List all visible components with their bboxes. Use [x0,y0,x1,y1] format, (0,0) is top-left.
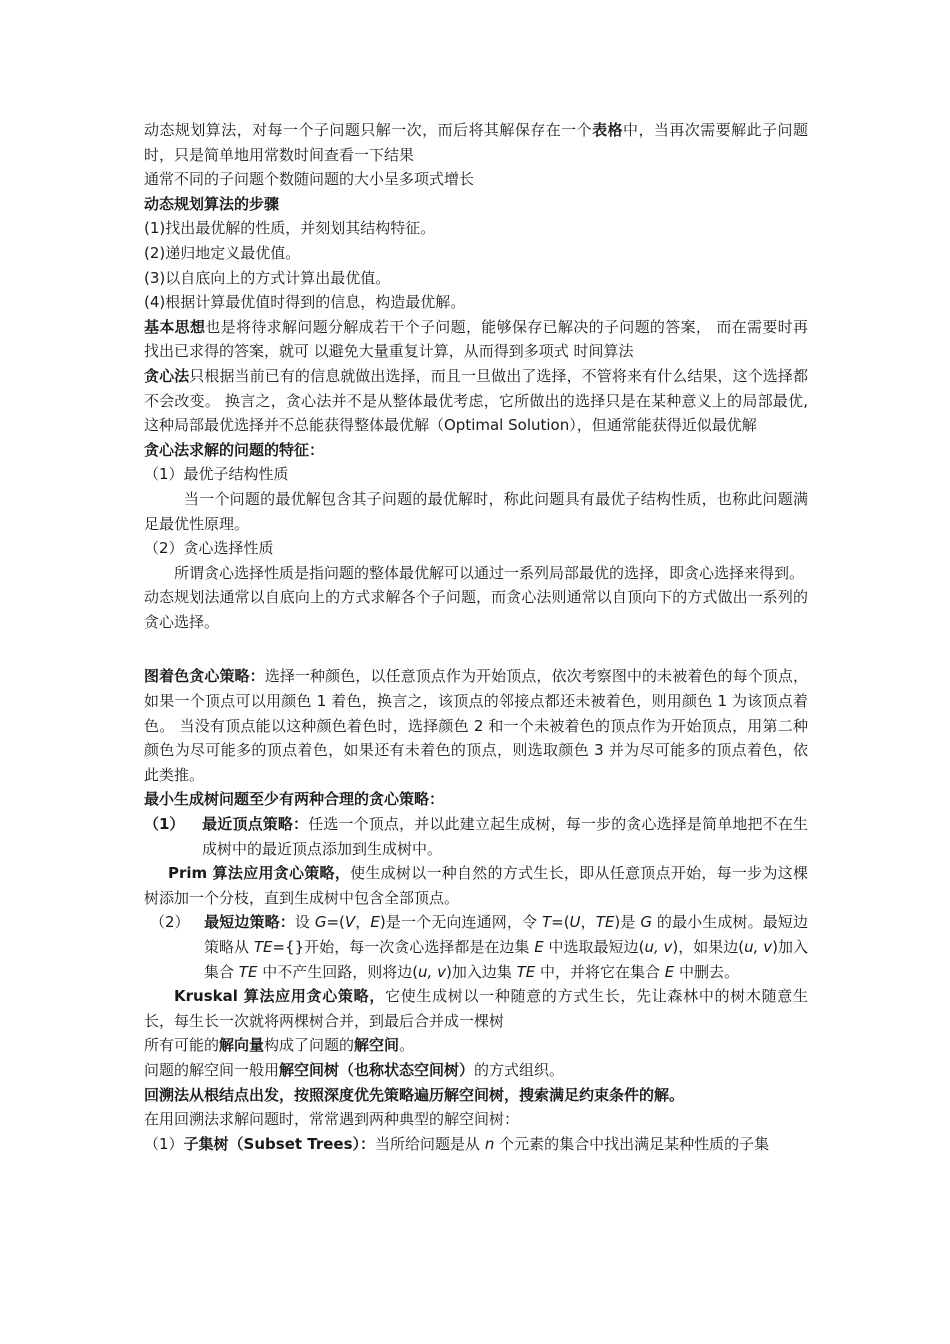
paragraph-compare: 动态规划法通常以自底向上的方式求解各个子问题，而贪心法则通常以自顶向下的方式做出一系列的贪心选择。 [144,588,808,631]
paragraph-prim: Prim 算法应用贪心策略，使生成树以一种自然的方式生长，即从任意顶点开始，每一步为这棵树添加一个分枝，直到生成树中包含全部顶点。 [144,864,808,907]
paragraph-greedy: 贪心法只根据当前已有的信息就做出选择，而且一旦做出了选择，不管将来有什么结果，这个选择都不会改变。 换言之，贪心法并不是从整体最优考虑，它所做出的选择只是在某种意义上的局部最优,这种局部最优选择并不总能获得整体最优解（Optimal Solution），但通常能获得近似最优解 [144,366,808,435]
step-item: (1)找出最优解的性质，并刻划其结构特征。 [144,219,436,238]
paragraph-graph-coloring: 图着色贪心策略：选择一种颜色，以任意顶点作为开始顶点，依次考察图中的未被着色的每个顶点，如果一个顶点可以用颜色 1 着色，换言之，该顶点的邻接点都还未被着色，则用颜色 1 为该顶点着色。 当没有顶点能以这种颜色着色时，选择颜色 2 和一个未被着色的顶点作为开始顶点，用第二种颜色为尽可能多的顶点着色，如果还有未着色的顶点，则选取颜色 3 并为尽可能多的顶点着色，依此类推。 [144,667,808,784]
paragraph-solution-space: 所有可能的解向量构成了问题的解空间。 [144,1036,415,1055]
heading-greedy-features: 贪心法求解的问题的特征： [144,440,325,459]
mst-strategy-2: （2） 最短边策略：设 G=(V，E)是一个无向连通网，令 T=(U，TE)是 G 的最小生成树。最短边策略从 TE={}开始，每一次贪心选择都是在边集 E 中选取最短边(u, v)，如果边(u, v)加入集合 TE 中不产生回路，则将边(u, v)加入边集 TE 中，并将它在集合 E 中删去。 [150,913,808,981]
heading-dp-steps: 动态规划算法的步骤 [144,194,280,213]
feature-1-title: （1）最优子结构性质 [144,465,289,484]
paragraph-basic-idea: 基本思想也是将待求解问题分解成若干个子问题，能够保存已解决的子问题的答案， 而在需要时再找出已求得的答案，就可 以避免大量重复计算，从而得到多项式 时间算法 [144,317,808,361]
feature-2-title: （2）贪心选择性质 [144,539,274,558]
paragraph-subset-trees: （1）子集树（Subset Trees）：当所给问题是从 n 个元素的集合中找出满足某种性质的子集 [144,1134,770,1153]
paragraph-kruskal: Kruskal 算法应用贪心策略，它使生成树以一种随意的方式生长，先让森林中的树木随意生长，每生长一次就将两棵树合并，到最后合并成一棵树 [144,987,808,1030]
mst-strategy-1: （1） 最近顶点策略：任选一个顶点，并以此建立起生成树，每一步的贪心选择是简单地把不在生成树中的最近顶点添加到生成树中。 [144,815,808,858]
heading-mst: 最小生成树问题至少有两种合理的贪心策略： [144,790,445,809]
feature-2-text: 所谓贪心选择性质是指问题的整体最优解可以通过一系列局部最优的选择，即贪心选择来得到。 [174,563,805,582]
paragraph-solution-tree: 问题的解空间一般用解空间树（也称状态空间树）的方式组织。 [144,1060,565,1079]
paragraph-subproblem-count: 通常不同的子问题个数随问题的大小呈多项式增长 [144,170,475,189]
paragraph-dp-intro: 动态规划算法，对每一个子问题只解一次，而后将其解保存在一个表格中，当再次需要解此子问题时，只是简单地用常数时间查看一下结果 [144,121,808,164]
feature-1-text: 当一个问题的最优解包含其子问题的最优解时，称此问题具有最优子结构性质，也称此问题满足最优性原理。 [144,489,808,533]
blank-line [144,634,808,664]
paragraph-backtracking: 回溯法从根结点出发，按照深度优先策略遍历解空间树，搜索满足约束条件的解。 [144,1085,685,1104]
paragraph-two-trees: 在用回溯法求解问题时，常常遇到两种典型的解空间树： [144,1110,520,1129]
document-page [144,118,808,1156]
step-item: (3)以自底向上的方式计算出最优值。 [144,268,391,287]
step-item: (4)根据计算最优值时得到的信息，构造最优解。 [144,293,466,312]
step-item: (2)递归地定义最优值。 [144,243,301,262]
